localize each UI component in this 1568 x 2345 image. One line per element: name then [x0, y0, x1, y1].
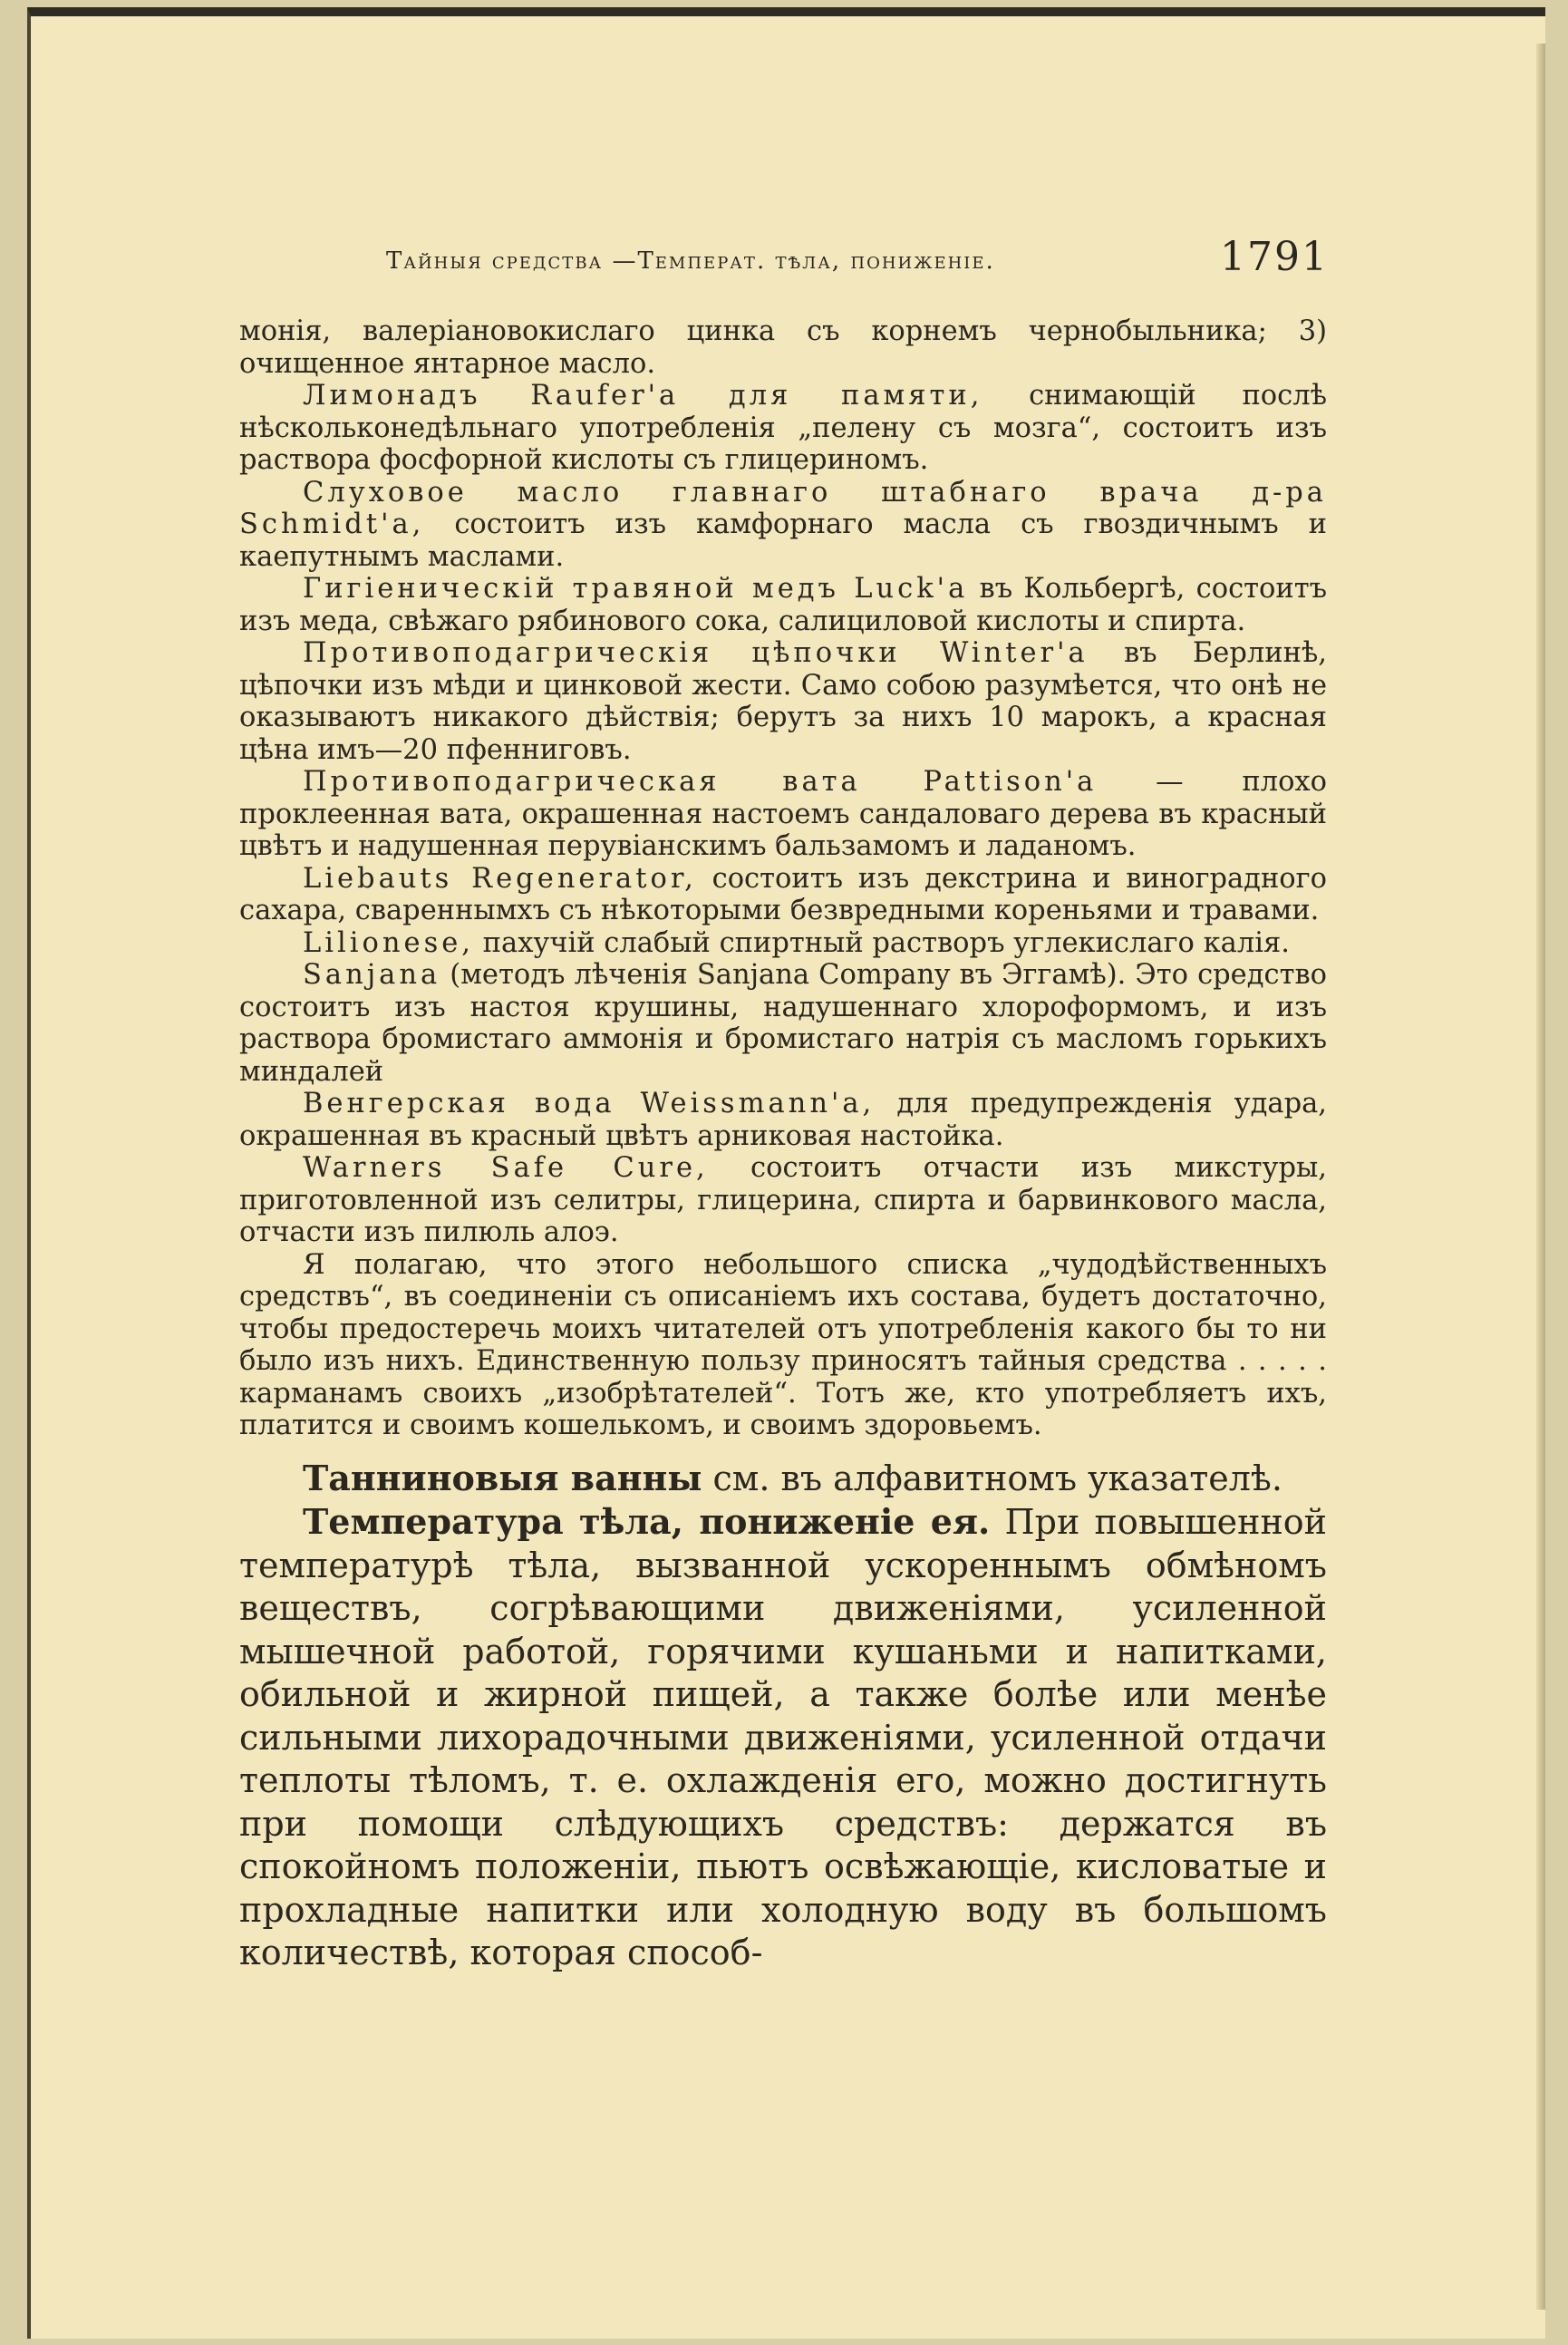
- paragraph-remedy: Противоподагрическая вата Pattison'a — плохо проклеенная вата, окрашенная настоемъ сандаловаго дерева въ красный цвѣтъ и надушенная перувіанскимъ бальзамомъ и ладаномъ.: [239, 766, 1327, 862]
- remedy-term: Liebauts Regenerator,: [303, 862, 697, 895]
- entry-tannin-baths: Танниновыя ванны см. въ алфавитномъ указателѣ.: [303, 1457, 1282, 1498]
- paragraph-remedy: Венгерская вода Weissmann'a, для предупрежденія удара, окрашенная въ красный цвѣтъ арниковая настойка.: [239, 1088, 1327, 1152]
- remedy-term: Противоподагрическія цѣпочки Winter'a: [303, 637, 1089, 669]
- entry-title: Температура тѣла, пониженіе ея.: [303, 1501, 991, 1542]
- remedy-term: Слуховое масло главнаго штабнаго врача д-ра Schmidt'a,: [239, 476, 1327, 540]
- paragraph-conclusion: Я полагаю, что этого небольшого списка „чудодѣйственныхъ средствъ“, въ соединеніи съ описаніемъ ихъ состава, будетъ достаточно, чтобы предостеречь моихъ читателей отъ употребленія какого бы то ни было изъ нихъ. Единственную пользу приносятъ тайныя средства . . . . . карманамъ своихъ „изобрѣтателей“. Тотъ же, кто употребляетъ ихъ, платится и своимъ кошелькомъ, и своимъ здоровьемъ.: [239, 1248, 1327, 1441]
- paragraph-continuation: монія, валеріановокислаго цинка съ корнемъ чернобыльника; 3) очищенное янтарное масло.: [239, 315, 1327, 380]
- paragraph-remedy: Lilionese, пахучій слабый спиртный растворъ углекислаго калія.: [303, 926, 1290, 959]
- paragraph-remedy: Противоподагрическія цѣпочки Winter'a въ Берлинѣ, цѣпочки изъ мѣди и цинковой жести. Само собою разумѣется, что онѣ не оказываютъ никакого дѣйствія; берутъ за нихъ 10 марокъ, а красная цѣна имъ—20 пфенниговъ.: [239, 637, 1328, 766]
- remedy-term: Sanjana: [303, 959, 441, 991]
- paragraph-remedy: Sanjana (методъ лѣченія Sanjana Company въ Эггамѣ). Это средство состоитъ изъ настоя крушины, надушеннаго хлороформомъ, и изъ раствора бромистаго аммонія и бромистаго натрія съ масломъ горькихъ миндалей: [239, 959, 1327, 1088]
- entry-title: Танниновыя ванны: [303, 1457, 702, 1498]
- remedy-term: Венгерская вода Weissmann'a,: [303, 1088, 876, 1119]
- page-spine-edge: [1536, 44, 1545, 2310]
- remedy-term: Warners Safe Cure,: [303, 1152, 709, 1184]
- paragraph-remedy: Лимонадъ Raufer'a для памяти, снимающій послѣ нѣскольконедѣльнаго употребленія „пелену съ мозга“, состоитъ изъ раствора фосфорной кислоты съ глицериномъ.: [239, 380, 1327, 476]
- page-header: [386, 234, 1329, 288]
- remedy-term: Лимонадъ Raufer'a для памяти,: [303, 380, 983, 412]
- remedy-term: Lilionese,: [303, 926, 474, 959]
- remedy-term: Противоподагрическая вата Pattison'a: [303, 766, 1098, 798]
- running-title: Тайныя средства —Температ. тѣла, пониженіе.: [386, 247, 995, 275]
- paragraph-remedy: Warners Safe Cure, состоитъ отчасти изъ микстуры, приготовленной изъ селитры, глицерина, спирта и барвинкового масла, отчасти изъ пилюль алоэ.: [239, 1152, 1327, 1248]
- remedy-term: Гигіеническій травяной медъ Luck'a: [303, 573, 969, 605]
- paragraph-remedy: Гигіеническій травяной медъ Luck'a въ Кольбергѣ, состоитъ изъ меда, свѣжаго рябинового сока, салициловой кислоты и спирта.: [239, 573, 1327, 637]
- remedy-list: [239, 315, 1327, 1442]
- page-body: [239, 315, 1327, 1975]
- page-number: 1791: [1220, 234, 1329, 280]
- encyclopedia-entries: [239, 1457, 1327, 1975]
- entry-body-temperature: Температура тѣла, пониженіе ея. При повышенной температурѣ тѣла, вызванной ускореннымъ обмѣномъ веществъ, согрѣвающими движеніями, усиленной мышечной работой, горячими кушаньми и напитками, обильной и жирной пищей, а также болѣе или менѣе сильными лихорадочными движеніями, усиленной отдачи теплоты тѣломъ, т. е. охлажденія его, можно достигнуть при помощи слѣдующихъ средствъ: держатся въ спокойномъ положеніи, пьютъ освѣжающіе, кисловатые и прохладные напитки или холодную воду въ большомъ количествѣ, которая способ-: [239, 1501, 1328, 1972]
- book-page: [27, 7, 1545, 2339]
- paragraph-remedy: Liebauts Regenerator, состоитъ изъ декстрина и виноградного сахара, свареннымхъ съ нѣкоторыми безвредными кореньями и травами.: [239, 862, 1327, 926]
- paragraph-remedy: Слуховое масло главнаго штабнаго врача д-ра Schmidt'a, состоитъ изъ камфорнаго масла съ гвоздичнымъ и каепутнымъ маслами.: [239, 476, 1327, 573]
